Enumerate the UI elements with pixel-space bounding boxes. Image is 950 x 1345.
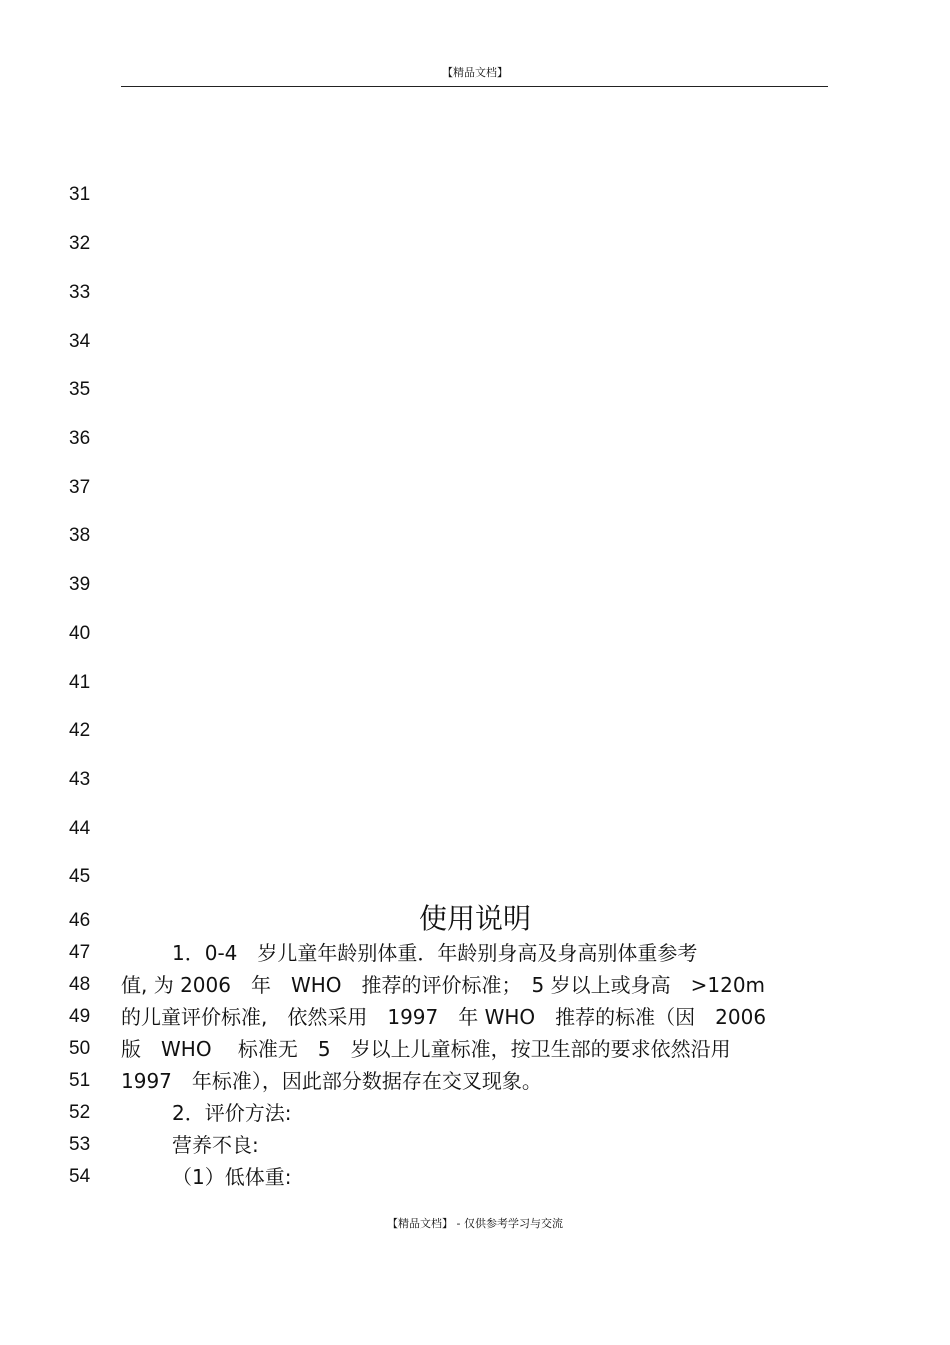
- line-number: 48: [69, 974, 91, 995]
- body-text-line: 值, 为 2006 年 WHO 推荐的评价标准； 5 岁以上或身高 >120m: [121, 973, 766, 997]
- line-number: 40: [69, 623, 91, 644]
- line-number: 42: [69, 720, 91, 741]
- line-number: 51: [69, 1070, 91, 1091]
- line-number: 34: [69, 331, 91, 352]
- line-number: 38: [69, 525, 91, 546]
- line-number: 54: [69, 1166, 91, 1187]
- body-text-line: 1．0-4 岁儿童年龄别体重．年龄别身高及身高别体重参考: [172, 941, 698, 965]
- body-text-line: 版 WHO 标准无 5 岁以上儿童标准，按卫生部的要求依然沿用: [121, 1037, 731, 1061]
- line-number: 31: [69, 184, 91, 205]
- line-number: 33: [69, 282, 91, 303]
- document-title: 使用说明: [418, 902, 531, 935]
- body-text-line: （1）低体重:: [172, 1165, 292, 1189]
- line-number: 44: [69, 818, 91, 839]
- line-number: 43: [69, 769, 91, 790]
- line-number: 39: [69, 574, 91, 595]
- body-text-line: 营养不良:: [172, 1133, 259, 1157]
- line-number: 36: [69, 428, 91, 449]
- footer-label: 【精品文档】 - 仅供参考学习与交流: [387, 1217, 563, 1230]
- header-divider: [121, 86, 828, 87]
- body-text-line: 2．评价方法:: [172, 1101, 292, 1125]
- line-number: 35: [69, 379, 91, 400]
- line-number: 45: [69, 866, 91, 887]
- line-number: 47: [69, 942, 91, 963]
- line-number: 52: [69, 1102, 91, 1123]
- line-number: 49: [69, 1006, 91, 1027]
- line-number: 46: [69, 910, 91, 931]
- line-number: 41: [69, 672, 91, 693]
- line-number: 50: [69, 1038, 91, 1059]
- line-number: 32: [69, 233, 91, 254]
- header-label: 【精品文档】: [442, 66, 508, 79]
- body-text-line: 1997 年标准），因此部分数据存在交叉现象。: [121, 1069, 542, 1093]
- line-number: 37: [69, 477, 91, 498]
- line-number: 53: [69, 1134, 91, 1155]
- body-text-line: 的儿童评价标准, 依然采用 1997 年 WHO 推荐的标准（因 2006: [121, 1005, 767, 1029]
